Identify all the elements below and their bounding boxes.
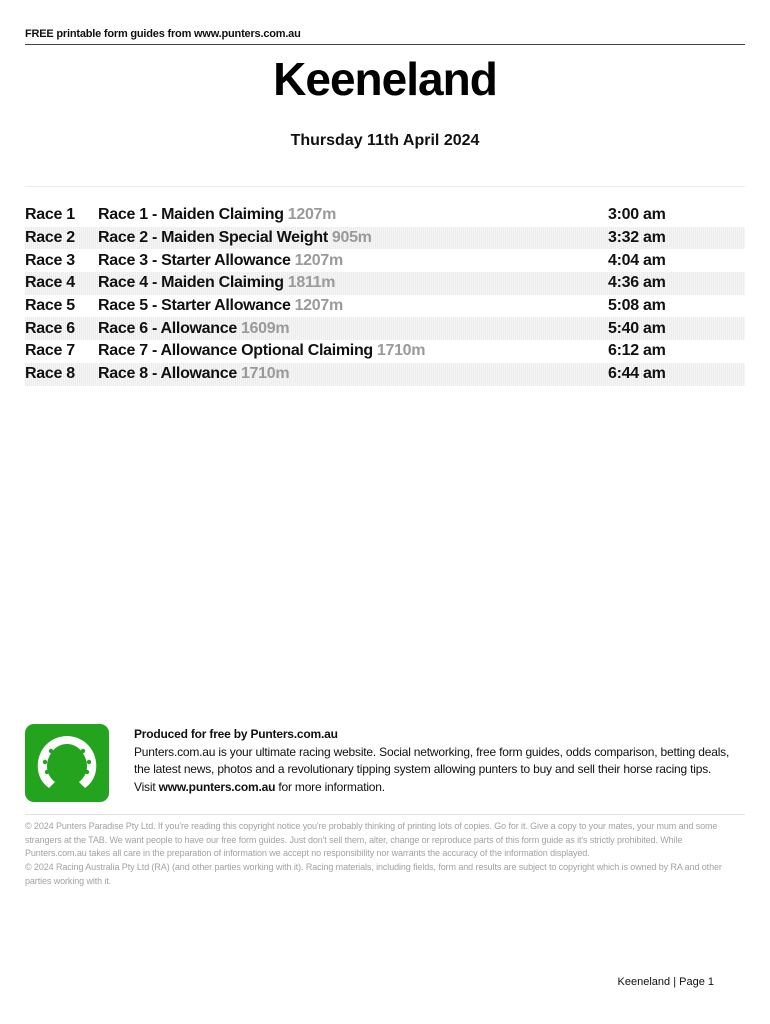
race-distance: 1207m (294, 251, 343, 269)
race-number: Race 4 (25, 274, 75, 292)
race-time: 5:40 am (608, 319, 666, 337)
race-distance: 905m (331, 229, 372, 247)
race-name-cell (98, 320, 608, 338)
race-name-cell (98, 297, 608, 315)
race-time: 6:44 am (608, 365, 666, 383)
venue-title: Keeneland (273, 53, 497, 105)
race-distance: 1609m (240, 319, 290, 337)
race-name-cell (98, 342, 608, 360)
copyright-punters: © 2024 Punters Paradise Pty Ltd. If you're reading this copyright notice you're probably thinking of printing lots of copies. Go for it. Give a copy to your mates, your mum and some strangers at the TAB. We want people to have our free form guides. Just don't sell them, alter, change or reproduce parts of this form guide as it's strictly prohibited. While Punters.com.au takes all care in the preparation of information we accept no responsibility nor warrants the accuracy of the information displayed. (25, 821, 718, 859)
race-number: Race 6 (25, 319, 75, 337)
race-number: Race 7 (25, 342, 75, 360)
race-name: Race 8 - Allowance (98, 365, 237, 383)
promo-block (134, 726, 746, 796)
race-time: 6:12 am (608, 342, 666, 360)
race-number: Race 2 (25, 229, 75, 247)
race-time: 4:04 am (608, 251, 666, 269)
race-row-8 (25, 363, 745, 386)
race-list (25, 204, 745, 386)
race-distance: 1207m (287, 206, 337, 224)
race-time: 4:36 am (608, 274, 666, 292)
race-time: 3:32 am (608, 229, 666, 247)
race-number: Race 3 (25, 251, 75, 269)
visit-suffix: for more information. (275, 779, 385, 794)
horseshoe-icon (25, 724, 109, 802)
legal-notice (25, 820, 745, 889)
race-number: Race 1 (25, 206, 75, 224)
punters-logo (25, 724, 109, 802)
divider (25, 814, 745, 815)
race-name: Race 2 - Maiden Special Weight (98, 229, 328, 247)
race-name: Race 6 - Allowance (98, 319, 237, 337)
race-name: Race 7 - Allowance Optional Claiming (98, 342, 373, 360)
race-name-cell (98, 206, 608, 224)
race-distance: 1811m (287, 274, 336, 292)
race-row-7 (25, 340, 745, 363)
race-name: Race 5 - Starter Allowance (98, 297, 291, 315)
race-name: Race 1 - Maiden Claiming (98, 206, 284, 224)
promo-heading: Produced for free by Punters.com.au (134, 727, 338, 741)
race-name: Race 3 - Starter Allowance (98, 251, 291, 269)
race-name-cell (98, 274, 608, 292)
race-row-2 (25, 227, 745, 250)
race-row-5 (25, 295, 745, 318)
race-distance: 1710m (376, 342, 426, 360)
race-row-3 (25, 249, 745, 272)
race-number: Race 8 (25, 365, 75, 383)
race-row-6 (25, 317, 745, 340)
promo-body: Punters.com.au is your ultimate racing website. Social networking, free form guides, odds comparison, betting deals, the latest news, photos and a revolutionary tipping system allowing punters to buy and sell their horse racing tips. (134, 744, 730, 776)
race-date: Thursday 11th April 2024 (290, 132, 480, 149)
copyright-racing-australia: © 2024 Racing Australia Pty Ltd (RA) (and other parties working with it). Racing materials, including fields, form and results are subject to copyright which is owned by RA and other parties working with it. (25, 862, 722, 886)
race-row-1 (25, 204, 745, 227)
top-banner: FREE printable form guides from www.punters.com.au (25, 28, 745, 45)
promo-visit-line (134, 779, 746, 797)
race-number: Race 5 (25, 297, 75, 315)
race-time: 5:08 am (608, 297, 666, 315)
race-name: Race 4 - Maiden Claiming (98, 274, 284, 292)
separator (25, 186, 745, 187)
page-footer: Keeneland | Page 1 (617, 976, 714, 988)
race-name-cell (98, 252, 608, 270)
race-row-4 (25, 272, 745, 295)
punters-link[interactable]: www.punters.com.au (158, 779, 276, 794)
race-distance: 1207m (294, 297, 343, 315)
race-name-cell (98, 365, 608, 383)
race-time: 3:00 am (608, 206, 666, 224)
visit-prefix: Visit (134, 779, 159, 794)
race-name-cell (98, 229, 608, 247)
race-distance: 1710m (240, 365, 290, 383)
